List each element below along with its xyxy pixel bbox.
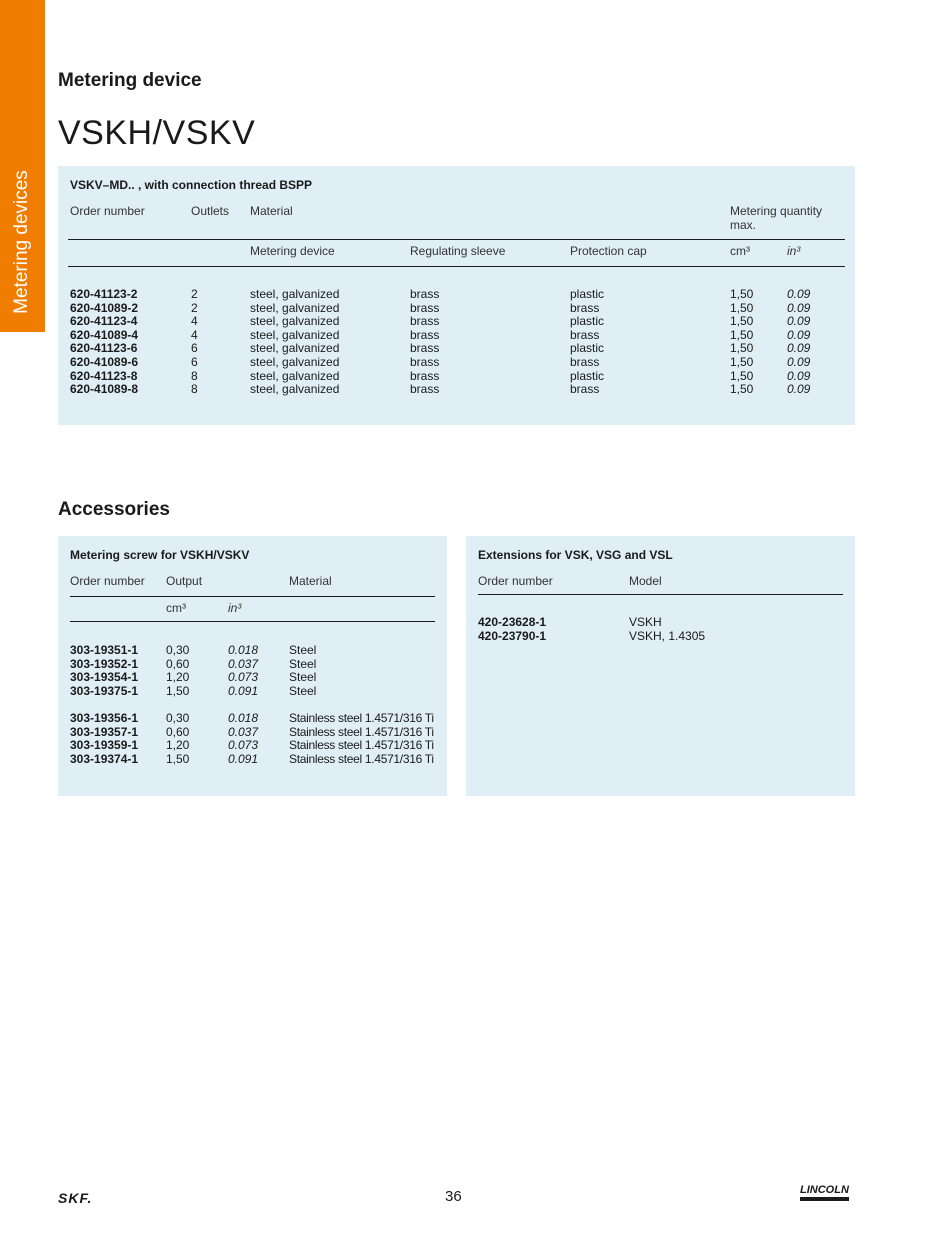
subheader-metering-device: Metering device [250, 244, 335, 258]
subheader-cm3: cm³ [730, 244, 750, 258]
row-material: Steel [289, 643, 317, 657]
row-order-number: 620-41089-2 [70, 300, 139, 315]
row-protection-cap: brass [570, 355, 600, 369]
row-output-in3: 0.073 [228, 670, 259, 685]
row-order-number: 620-41123-6 [70, 341, 138, 356]
row-output-cm3: 1,50 [166, 683, 190, 698]
row-output-cm3: 1,20 [166, 670, 190, 685]
row-cm3: 1,50 [730, 382, 754, 397]
row-order-number: 620-41089-8 [70, 382, 139, 397]
row-output-in3: 0.091 [228, 683, 259, 698]
row-metering-device: steel, galvanized [250, 341, 340, 356]
header-order-number: Order number [70, 574, 145, 588]
extensions-panel [466, 536, 855, 796]
subheader-cm3: cm³ [166, 601, 186, 615]
row-regulating-sleeve: brass [410, 355, 440, 369]
row-protection-cap: brass [570, 327, 600, 342]
row-outlets: 2 [191, 287, 198, 301]
row-in3: 0.09 [787, 382, 811, 397]
page-subtitle: Metering device [58, 70, 202, 91]
row-cm3: 1,50 [730, 341, 754, 356]
row-outlets: 6 [191, 341, 198, 356]
row-cm3: 1,50 [730, 314, 754, 329]
header-divider [68, 239, 845, 240]
row-protection-cap: plastic [570, 341, 605, 356]
row-order-number: 303-19374-1 [70, 751, 139, 766]
row-protection-cap: brass [570, 300, 600, 315]
row-output-in3: 0.091 [228, 751, 259, 766]
row-in3: 0.09 [787, 287, 811, 301]
lincoln-logo: LINCOLN [800, 1184, 849, 1201]
header-output: Output [166, 574, 203, 588]
row-outlets: 6 [191, 355, 198, 369]
row-outlets: 2 [191, 300, 198, 315]
row-outlets: 4 [191, 327, 198, 342]
header-divider [478, 594, 843, 595]
row-metering-device: steel, galvanized [250, 300, 340, 315]
subheader-divider [70, 621, 435, 622]
header-order-number: Order number [478, 574, 553, 588]
row-material: Stainless steel 1.4571/316 Ti [289, 724, 434, 739]
row-order-number: 303-19357-1 [70, 724, 139, 739]
row-output-cm3: 1,50 [166, 751, 190, 766]
row-output-cm3: 0,60 [166, 656, 190, 671]
row-order-number: 620-41089-6 [70, 355, 139, 369]
row-protection-cap: plastic [570, 314, 605, 329]
side-tab-label: Metering devices [11, 170, 32, 314]
subheader-in3: in³ [228, 601, 242, 615]
page-number: 36 [445, 1188, 462, 1205]
side-tab [0, 0, 45, 332]
main-table-title: VSKV–MD.. , with connection thread BSPP [70, 178, 313, 192]
accessories-title: Accessories [58, 499, 170, 520]
row-material: Stainless steel 1.4571/316 Ti [289, 711, 434, 725]
row-output-cm3: 1,20 [166, 738, 190, 753]
row-regulating-sleeve: brass [410, 314, 440, 329]
row-output-in3: 0.018 [228, 711, 259, 725]
subheader-in3: in³ [787, 244, 801, 258]
metering-screw-title: Metering screw for VSKH/VSKV [70, 548, 250, 562]
row-order-number: 303-19356-1 [70, 711, 139, 725]
extensions-title: Extensions for VSK, VSG and VSL [478, 548, 673, 562]
row-regulating-sleeve: brass [410, 368, 440, 383]
row-regulating-sleeve: brass [410, 327, 440, 342]
header-divider [70, 596, 435, 597]
row-cm3: 1,50 [730, 327, 754, 342]
header-order-number: Order number [70, 204, 145, 218]
row-order-number: 303-19375-1 [70, 683, 139, 698]
row-order-number: 620-41123-4 [70, 314, 138, 329]
row-regulating-sleeve: brass [410, 382, 440, 397]
row-regulating-sleeve: brass [410, 287, 440, 301]
row-output-cm3: 0,30 [166, 711, 190, 725]
row-in3: 0.09 [787, 314, 811, 329]
row-in3: 0.09 [787, 327, 811, 342]
row-metering-device: steel, galvanized [250, 368, 340, 383]
row-cm3: 1,50 [730, 368, 754, 383]
row-regulating-sleeve: brass [410, 300, 440, 315]
header-material: Material [289, 574, 332, 588]
row-metering-device: steel, galvanized [250, 314, 340, 329]
header-metering-quantity: Metering quantity [730, 204, 823, 218]
row-order-number: 303-19352-1 [70, 656, 139, 671]
row-order-number: 620-41123-8 [70, 368, 138, 383]
header-material: Material [250, 204, 293, 218]
row-order-number: 420-23790-1 [478, 628, 547, 643]
row-material: Steel [289, 683, 317, 698]
row-output-cm3: 0,30 [166, 643, 190, 657]
row-protection-cap: plastic [570, 287, 605, 301]
row-output-cm3: 0,60 [166, 724, 190, 739]
row-order-number: 303-19354-1 [70, 670, 139, 685]
row-in3: 0.09 [787, 368, 811, 383]
row-outlets: 8 [191, 368, 198, 383]
row-outlets: 4 [191, 314, 198, 329]
row-output-in3: 0.037 [228, 656, 259, 671]
row-material: Stainless steel 1.4571/316 Ti [289, 751, 434, 766]
row-model: VSKH [629, 615, 662, 629]
header-outlets: Outlets [191, 204, 230, 218]
row-material: Steel [289, 656, 317, 671]
row-order-number: 303-19359-1 [70, 738, 139, 753]
row-metering-device: steel, galvanized [250, 327, 340, 342]
row-order-number: 303-19351-1 [70, 643, 139, 657]
metering-screw-panel [58, 536, 447, 796]
row-cm3: 1,50 [730, 355, 754, 369]
main-table-panel [58, 166, 855, 425]
row-cm3: 1,50 [730, 287, 754, 301]
row-outlets: 8 [191, 382, 198, 397]
row-metering-device: steel, galvanized [250, 382, 340, 397]
page-title: VSKH/VSKV [58, 114, 256, 152]
row-in3: 0.09 [787, 300, 811, 315]
row-cm3: 1,50 [730, 300, 754, 315]
header-metering-quantity-max: max. [730, 218, 757, 232]
row-protection-cap: brass [570, 382, 600, 397]
row-output-in3: 0.018 [228, 643, 259, 657]
row-output-in3: 0.073 [228, 738, 259, 753]
skf-logo: SKF. [58, 1190, 93, 1206]
row-protection-cap: plastic [570, 368, 605, 383]
row-output-in3: 0.037 [228, 724, 259, 739]
row-metering-device: steel, galvanized [250, 287, 340, 301]
subheader-regulating-sleeve: Regulating sleeve [410, 244, 506, 258]
row-order-number: 420-23628-1 [478, 615, 547, 629]
header-model: Model [629, 574, 662, 588]
row-regulating-sleeve: brass [410, 341, 440, 356]
row-order-number: 620-41123-2 [70, 287, 138, 301]
row-order-number: 620-41089-4 [70, 327, 139, 342]
row-in3: 0.09 [787, 341, 811, 356]
row-model: VSKH, 1.4305 [629, 628, 706, 643]
row-material: Steel [289, 670, 317, 685]
row-material: Stainless steel 1.4571/316 Ti [289, 738, 434, 753]
row-metering-device: steel, galvanized [250, 355, 340, 369]
subheader-divider [68, 266, 845, 267]
row-in3: 0.09 [787, 355, 811, 369]
subheader-protection-cap: Protection cap [570, 244, 647, 258]
